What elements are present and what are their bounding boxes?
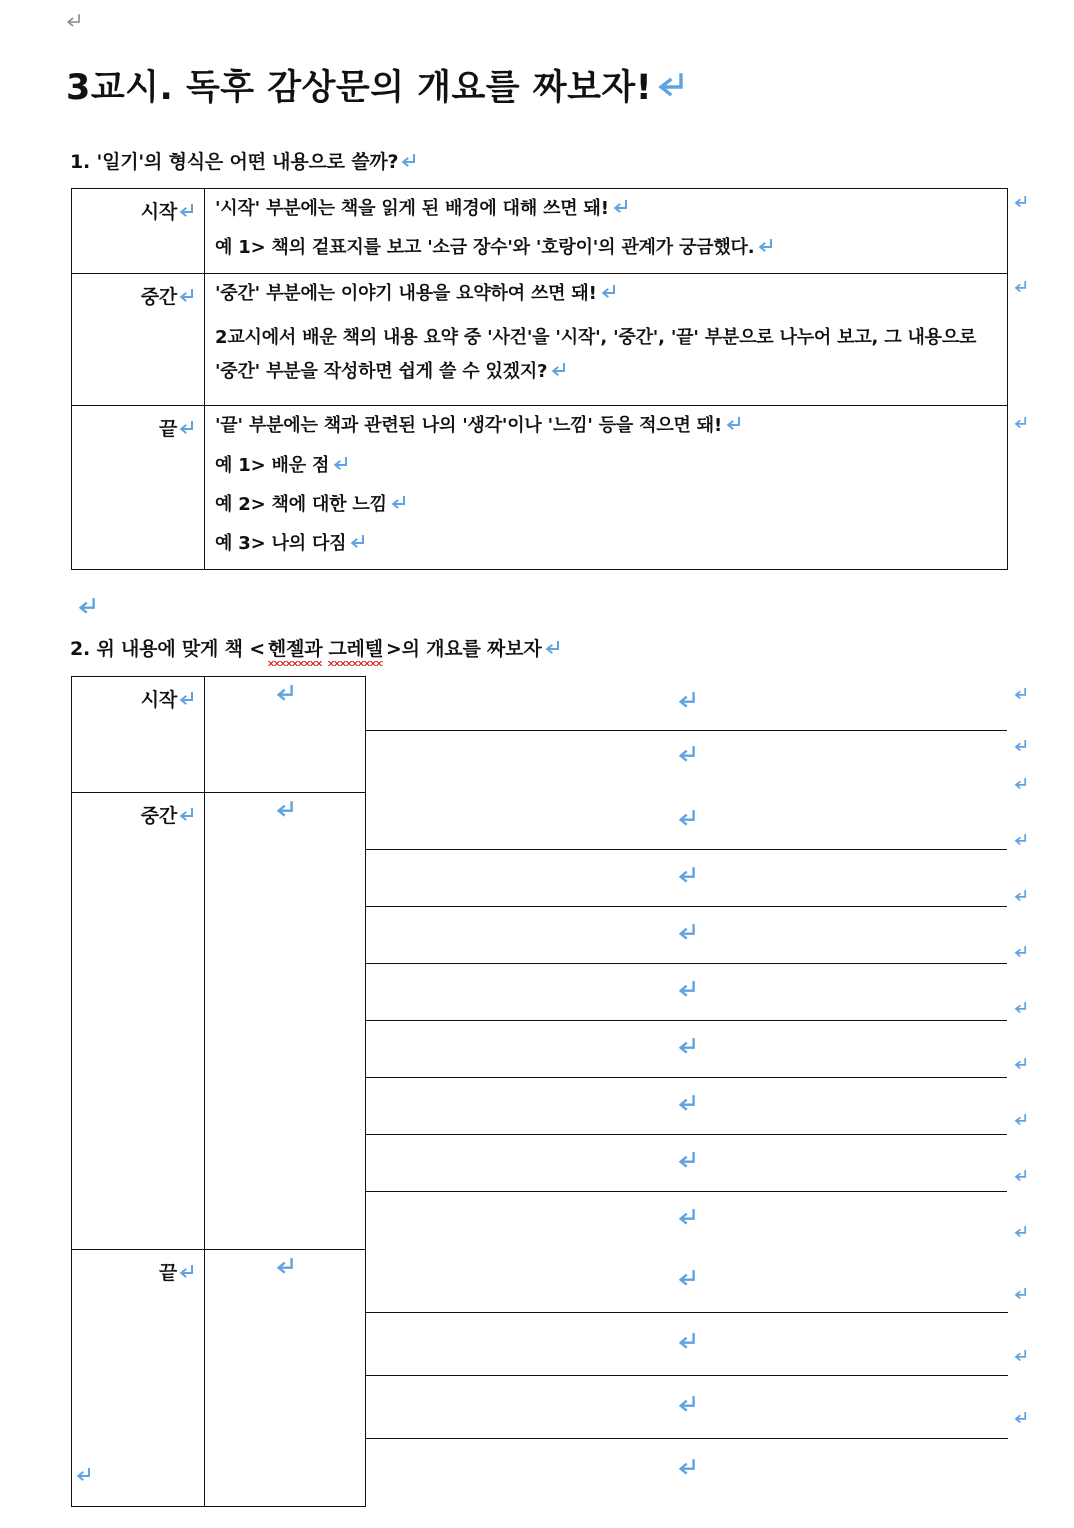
- return-mark-icon: [1014, 834, 1027, 846]
- return-mark-icon: [350, 535, 365, 549]
- return-mark-icon: [179, 289, 194, 303]
- return-mark-icon: [1014, 281, 1027, 293]
- outline-entry-row[interactable]: [366, 906, 1007, 963]
- return-mark-icon: [1014, 417, 1027, 429]
- outline-entry-field[interactable]: [366, 1438, 1008, 1501]
- body-line: [215, 282, 999, 305]
- page-title: [66, 60, 684, 110]
- outline-entry-cell-middle: [366, 793, 1008, 1250]
- return-mark-icon: [78, 598, 96, 615]
- return-mark-icon: [678, 1152, 696, 1169]
- question-2-suffix: >의 개요를 짜보자: [385, 638, 542, 660]
- return-mark-icon: [333, 457, 348, 471]
- row-label-cell-end: [72, 406, 205, 569]
- return-mark-icon: [678, 981, 696, 998]
- outline-entry-field[interactable]: [366, 677, 1007, 731]
- outline-entry-row[interactable]: [366, 1191, 1007, 1248]
- return-mark-icon: [179, 692, 194, 706]
- return-mark-icon: [678, 1095, 696, 1112]
- outline-entry-row[interactable]: [366, 1250, 1008, 1313]
- body-line: [215, 454, 999, 477]
- outline-entry-row[interactable]: [366, 1020, 1007, 1077]
- return-mark-icon: [179, 808, 194, 822]
- outline-middle-cell-middle[interactable]: [205, 793, 366, 1250]
- return-mark-icon: [678, 1038, 696, 1055]
- return-mark-icon: [1014, 890, 1027, 902]
- outline-label-cell-end: [72, 1250, 205, 1507]
- outline-entry-row[interactable]: [366, 963, 1007, 1020]
- row-label-text: 중간: [140, 805, 177, 827]
- return-mark-icon: [613, 200, 628, 214]
- return-mark-icon: [658, 73, 684, 97]
- outline-entry-row[interactable]: [366, 1438, 1008, 1501]
- spellcheck-word-1-text: 헨젤과: [267, 638, 323, 660]
- outline-entry-row[interactable]: [366, 1312, 1008, 1375]
- return-mark-icon: [678, 1209, 696, 1226]
- return-mark-icon: [179, 1265, 194, 1279]
- outline-entry-list-middle: [366, 793, 1007, 1248]
- return-mark-icon: [1014, 946, 1027, 958]
- body-line: [215, 197, 999, 220]
- return-mark-icon: [726, 417, 741, 431]
- return-mark-icon: [1014, 1114, 1027, 1126]
- outline-label-cell-start: [72, 677, 205, 793]
- table-row: [72, 189, 1008, 274]
- body-line: [215, 321, 999, 389]
- return-mark-icon: [1014, 1170, 1027, 1182]
- outline-entry-row[interactable]: [366, 1134, 1007, 1191]
- return-mark-icon: [1014, 688, 1027, 700]
- row-label-text: 시작: [140, 201, 177, 223]
- outline-entry-field[interactable]: [366, 1020, 1007, 1077]
- body-line-text: '끝' 부분에는 책과 관련된 나의 '생각'이나 '느낌' 등을 적으면 돼!: [215, 415, 722, 437]
- spellcheck-word-1: [268, 634, 322, 661]
- spellcheck-word-2-text: 그레텔: [328, 638, 383, 660]
- outline-middle-cell-end[interactable]: [205, 1250, 366, 1507]
- return-mark-icon: [678, 1270, 696, 1287]
- return-mark-icon: [678, 692, 696, 709]
- body-line-text: 예 2> 책에 대한 느낌: [215, 493, 387, 515]
- outline-entry-row[interactable]: [366, 730, 1007, 784]
- outline-entry-field[interactable]: [366, 1191, 1007, 1248]
- outline-middle-cell-start[interactable]: [205, 677, 366, 793]
- row-label-text: 시작: [140, 689, 177, 711]
- return-mark-icon: [76, 1468, 91, 1482]
- row-body-cell-start: [205, 189, 1008, 274]
- return-mark-icon: [1014, 1002, 1027, 1014]
- row-label-text: 중간: [140, 286, 177, 309]
- question-1-heading: [70, 147, 416, 174]
- return-mark-icon: [391, 496, 406, 510]
- outline-entry-row[interactable]: [366, 1375, 1008, 1438]
- guidance-table: [71, 188, 1008, 570]
- outline-entry-row[interactable]: [366, 849, 1007, 906]
- body-line: [215, 414, 999, 437]
- outline-entry-cell-start: [366, 677, 1008, 793]
- table-row: [72, 274, 1008, 406]
- return-mark-icon: [1014, 1350, 1027, 1362]
- return-mark-icon: [551, 363, 566, 377]
- return-mark-icon: [678, 924, 696, 941]
- table-row: [72, 406, 1008, 569]
- outline-entry-field[interactable]: [366, 1134, 1007, 1191]
- body-line-text: '중간' 부분에는 이야기 내용을 요약하여 쓰면 돼!: [215, 283, 597, 305]
- outline-entry-field[interactable]: [366, 1077, 1007, 1134]
- return-mark-icon: [179, 421, 194, 435]
- return-mark-icon: [1014, 1058, 1027, 1070]
- body-line-text: 예 3> 나의 다짐: [215, 532, 347, 554]
- outline-entry-field[interactable]: [366, 963, 1007, 1020]
- return-mark-icon: [545, 641, 560, 655]
- outline-entry-list-start: [366, 677, 1007, 784]
- table-row[interactable]: [72, 793, 1008, 1250]
- outline-entry-field[interactable]: [366, 906, 1007, 963]
- return-mark-icon: [678, 1459, 696, 1476]
- question-1-text: 1. '일기'의 형식은 어떤 내용으로 쓸까?: [70, 151, 399, 173]
- return-mark-icon: [678, 746, 696, 763]
- body-line-text: 2교시에서 배운 책의 내용 요약 중 '사건'을 '시작', '중간', '끝' 부분으로 나누어 보고, 그 내용으로 '중간' 부분을 작성하면 쉽게 쓸 수 있겠지?: [215, 327, 977, 383]
- body-line: [215, 532, 999, 555]
- outline-entry-field[interactable]: [366, 730, 1007, 784]
- body-line-text: '시작' 부분에는 책을 읽게 된 배경에 대해 쓰면 돼!: [215, 198, 609, 219]
- page-title-text: 3교시. 독후 감상문의 개요를 짜보자!: [66, 68, 653, 108]
- outline-entry-field[interactable]: [366, 1375, 1008, 1438]
- return-mark-icon: [1014, 1412, 1027, 1424]
- body-line-text: 예 1> 배운 점: [215, 454, 330, 476]
- return-mark-icon: [179, 204, 194, 218]
- return-mark-icon: [678, 867, 696, 884]
- return-mark-icon: [601, 285, 616, 299]
- row-label-text: 끝: [158, 418, 177, 441]
- row-label-cell-start: [72, 189, 205, 274]
- row-body-cell-middle: [205, 274, 1008, 406]
- return-mark-icon: [66, 14, 81, 28]
- outline-entry-row[interactable]: [366, 793, 1007, 850]
- return-mark-icon: [401, 154, 416, 168]
- table-row[interactable]: [72, 1250, 1008, 1507]
- body-line-text: 예 1> 책의 겉표지를 보고 '소금 장수'와 '호랑이'의 관계가 궁금했다.: [215, 237, 755, 259]
- outline-entry-row[interactable]: [366, 1077, 1007, 1134]
- return-mark-icon: [1014, 740, 1027, 752]
- question-2-prefix: 2. 위 내용에 맞게 책 <: [70, 638, 265, 660]
- body-line: [215, 236, 999, 259]
- return-mark-icon: [1014, 196, 1027, 208]
- return-mark-icon: [276, 1258, 294, 1275]
- outline-entry-field[interactable]: [366, 1250, 1008, 1313]
- body-line: [215, 493, 999, 516]
- return-mark-icon: [678, 810, 696, 827]
- outline-entry-row[interactable]: [366, 677, 1007, 731]
- return-mark-icon: [678, 1396, 696, 1413]
- return-mark-icon: [1014, 1288, 1027, 1300]
- outline-entry-field[interactable]: [366, 1312, 1008, 1375]
- outline-entry-list-end: [366, 1250, 1008, 1501]
- row-body-cell-end: [205, 406, 1008, 569]
- outline-entry-field[interactable]: [366, 849, 1007, 906]
- return-mark-icon: [678, 1333, 696, 1350]
- table-row[interactable]: [72, 677, 1008, 793]
- outline-worksheet-table[interactable]: [71, 676, 1008, 1507]
- outline-label-cell-middle: [72, 793, 205, 1250]
- question-2-heading: [70, 634, 560, 661]
- outline-entry-field[interactable]: [366, 793, 1007, 850]
- return-mark-icon: [1014, 778, 1027, 790]
- row-label-cell-middle: [72, 274, 205, 406]
- spellcheck-word-2: [328, 634, 382, 661]
- return-mark-icon: [276, 801, 294, 818]
- return-mark-icon: [1014, 1226, 1027, 1238]
- return-mark-icon: [758, 239, 773, 253]
- outline-entry-cell-end: [366, 1250, 1008, 1507]
- row-label-text: 끝: [158, 1262, 177, 1284]
- return-mark-icon: [276, 685, 294, 702]
